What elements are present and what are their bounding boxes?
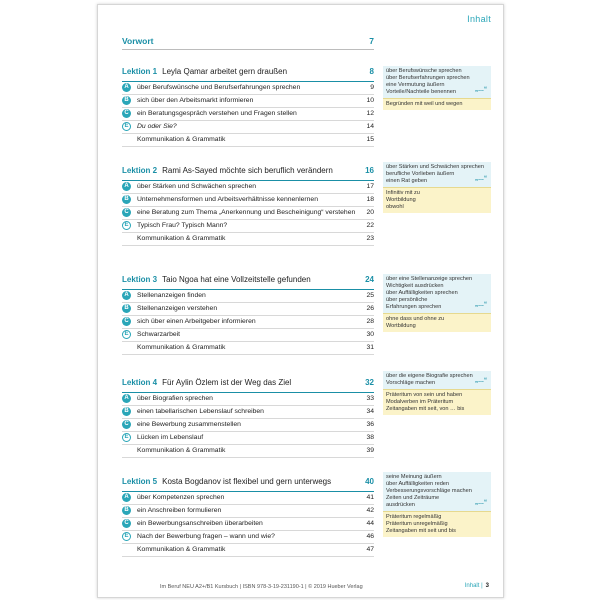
vorwort-label: Vorwort <box>122 36 154 46</box>
toc-row[interactable] <box>122 303 374 316</box>
toc-row-text: Nach der Bewerbung fragen – wann und wie? <box>137 533 275 540</box>
communication-item: über Berufserfahrungen sprechen <box>386 75 470 81</box>
section-badge: C <box>122 420 131 429</box>
toc-row-page: 9 <box>370 84 374 91</box>
section-badge: A <box>122 182 131 191</box>
communication-item: Vorteile/Nachteile benennen <box>386 89 456 95</box>
grammar-box <box>383 389 491 415</box>
lesson-sidebox <box>383 472 491 537</box>
communication-item: über Auffälligkeiten sprechen <box>386 290 458 296</box>
toc-row-text: einen tabellarischen Lebenslauf schreiben <box>137 408 264 415</box>
toc-row[interactable] <box>122 290 374 303</box>
section-badge: A <box>122 493 131 502</box>
toc-row[interactable] <box>122 445 374 458</box>
toc-row-page: 26 <box>366 305 374 312</box>
toc-row-page: 30 <box>366 331 374 338</box>
communication-box <box>383 66 491 98</box>
toc-row-text: ein Beratungsgespräch verstehen und Fragen stellen <box>137 110 297 117</box>
toc-row-text: eine Bewerbung zusammenstellen <box>137 421 241 428</box>
toc-row[interactable] <box>122 181 374 194</box>
communication-item: seine Meinung äußern <box>386 474 442 480</box>
toc-row-text: über Kompetenzen sprechen <box>137 494 225 501</box>
toc-row-page: 17 <box>366 183 374 190</box>
footer-page-label <box>465 583 489 589</box>
toc-row-text: sich über den Arbeitsmarkt informieren <box>137 97 254 104</box>
grammar-item: Wortbildung <box>386 323 416 329</box>
toc-row[interactable] <box>122 419 374 432</box>
toc-row-text: Kommunikation & Grammatik <box>137 235 226 242</box>
lesson-title: Rami As-Sayed möchte sich beruflich verändern <box>162 166 333 175</box>
section-badge: E <box>122 330 131 339</box>
lesson-title: Für Aylin Özlem ist der Weg das Ziel <box>162 378 292 387</box>
toc-row-page: 41 <box>366 494 374 501</box>
communication-item: Verbesserungsvorschläge machen <box>386 488 472 494</box>
toc-row-page: 36 <box>366 421 374 428</box>
toc-row-page: 20 <box>366 209 374 216</box>
section-badge: A <box>122 291 131 300</box>
toc-row-page: 38 <box>366 434 374 441</box>
toc-row[interactable] <box>122 207 374 220</box>
toc-row-text: Lücken im Lebenslauf <box>137 434 204 441</box>
toc-row[interactable] <box>122 342 374 355</box>
communication-item: über Stärken und Schwächen sprechen <box>386 164 484 170</box>
toc-row-text: über Berufswünsche und Berufserfahrungen sprechen <box>137 84 301 91</box>
grammar-item: obwohl <box>386 204 404 210</box>
toc-row-page: 42 <box>366 507 374 514</box>
lesson-heading[interactable] <box>122 67 374 82</box>
toc-row[interactable] <box>122 432 374 445</box>
page-header-title: Inhalt <box>467 14 491 24</box>
communication-item: über Auffälligkeiten reden <box>386 481 450 487</box>
section-badge: E <box>122 122 131 131</box>
quote-icon: „…“ <box>475 176 487 182</box>
toc-row-text: Unternehmensformen und Arbeitsverhältnisse kennenlernen <box>137 196 318 203</box>
lesson-title: Leyla Qamar arbeitet gern draußen <box>162 67 288 76</box>
section-badge: B <box>122 96 131 105</box>
lesson-2 <box>122 166 374 246</box>
communication-box <box>383 162 491 187</box>
section-badge: B <box>122 407 131 416</box>
toc-row-text: ein Anschreiben formulieren <box>137 507 222 514</box>
toc-row-text: Du oder Sie? <box>137 123 177 130</box>
grammar-box <box>383 511 491 537</box>
toc-row-page: 33 <box>366 395 374 402</box>
toc-row-page: 18 <box>366 196 374 203</box>
toc-row-page: 14 <box>366 123 374 130</box>
grammar-item: Zeitangaben mit seit, von … bis <box>386 406 465 412</box>
section-badge: A <box>122 394 131 403</box>
vorwort-page: 7 <box>369 36 374 46</box>
communication-item: Vorschläge machen <box>386 380 436 386</box>
quote-icon: „…“ <box>475 87 487 93</box>
toc-row[interactable] <box>122 134 374 147</box>
communication-item: eine Vermutung äußern <box>386 82 445 88</box>
vorwort-entry[interactable] <box>122 36 374 46</box>
section-badge: C <box>122 109 131 118</box>
toc-row-page: 47 <box>366 546 374 553</box>
toc-row-text: Kommunikation & Grammatik <box>137 136 226 143</box>
section-badge: E <box>122 433 131 442</box>
communication-box <box>383 274 491 313</box>
communication-box <box>383 472 491 511</box>
section-badge: E <box>122 221 131 230</box>
book-page <box>97 4 504 598</box>
lesson-1 <box>122 67 374 147</box>
lesson-3 <box>122 275 374 355</box>
lesson-page: 40 <box>365 477 374 486</box>
lesson-4 <box>122 378 374 458</box>
toc-row-text: über Stärken und Schwächen sprechen <box>137 183 257 190</box>
communication-item: Wichtigkeit ausdrücken <box>386 283 444 289</box>
grammar-item: Präteritum unregelmäßig <box>386 521 448 527</box>
toc-row-text: Kommunikation & Grammatik <box>137 344 226 351</box>
section-badge: B <box>122 304 131 313</box>
section-badge: C <box>122 519 131 528</box>
grammar-item: Wortbildung <box>386 197 416 203</box>
lesson-page: 16 <box>365 166 374 175</box>
toc-row-page: 15 <box>366 136 374 143</box>
footer-page-number: 3 <box>485 583 489 589</box>
quote-icon: „…“ <box>475 302 487 308</box>
lesson-sidebox <box>383 66 491 110</box>
toc-row-page: 44 <box>366 520 374 527</box>
quote-icon: „…“ <box>475 500 487 506</box>
toc-row[interactable] <box>122 544 374 557</box>
toc-row-page: 34 <box>366 408 374 415</box>
grammar-box <box>383 98 491 110</box>
lesson-heading[interactable] <box>122 378 374 393</box>
lesson-number: Lektion 5 <box>122 477 158 486</box>
toc-row[interactable] <box>122 233 374 246</box>
section-badge: E <box>122 532 131 541</box>
grammar-item: Präteritum von sein und haben <box>386 392 463 398</box>
toc-row-page: 46 <box>366 533 374 540</box>
toc-row-page: 12 <box>366 110 374 117</box>
lesson-sidebox <box>383 371 491 415</box>
toc-row-text: eine Beratung zum Thema „Anerkennung und Bescheinigung“ verstehen <box>137 209 356 216</box>
section-badge: A <box>122 83 131 92</box>
lesson-heading[interactable] <box>122 275 374 290</box>
toc-row[interactable] <box>122 329 374 342</box>
communication-item: über persönliche <box>386 297 428 303</box>
toc-row[interactable] <box>122 505 374 518</box>
toc-row-text: Typisch Frau? Typisch Mann? <box>137 222 228 229</box>
lesson-page: 24 <box>365 275 374 284</box>
lesson-sidebox <box>383 274 491 332</box>
toc-row-page: 25 <box>366 292 374 299</box>
toc-row[interactable] <box>122 220 374 233</box>
communication-item: einen Rat geben <box>386 178 428 184</box>
toc-row-page: 39 <box>366 447 374 454</box>
toc-row-text: Schwarzarbeit <box>137 331 181 338</box>
section-badge: C <box>122 317 131 326</box>
footer-section: Inhalt | <box>464 583 483 589</box>
toc-row-text: Kommunikation & Grammatik <box>137 546 226 553</box>
divider <box>122 49 374 50</box>
toc-row[interactable] <box>122 518 374 531</box>
grammar-box <box>383 313 491 332</box>
grammar-item: ohne dass und ohne zu <box>386 316 445 322</box>
communication-item: Erfahrungen sprechen <box>386 304 442 310</box>
toc-row[interactable] <box>122 194 374 207</box>
toc-row-text: über Biografien sprechen <box>137 395 213 402</box>
toc-row[interactable] <box>122 393 374 406</box>
grammar-item: Begründen mit weil und wegen <box>386 101 463 107</box>
toc-row[interactable] <box>122 316 374 329</box>
section-badge: B <box>122 506 131 515</box>
lesson-page: 8 <box>369 67 374 76</box>
quote-icon: „…“ <box>475 378 487 384</box>
communication-item: über eine Stellenanzeige sprechen <box>386 276 473 282</box>
toc-row-page: 10 <box>366 97 374 104</box>
lesson-5 <box>122 477 374 557</box>
communication-item: berufliche Vorlieben äußern <box>386 171 455 177</box>
communication-item: über die eigene Biografie sprechen <box>386 373 473 379</box>
lesson-heading[interactable] <box>122 477 374 492</box>
communication-item: ausdrücken <box>386 502 415 508</box>
toc-row-text: sich über einen Arbeitgeber informieren <box>137 318 256 325</box>
toc-row-page: 31 <box>366 344 374 351</box>
lesson-title: Taio Ngoa hat eine Vollzeitstelle gefunden <box>162 275 311 284</box>
lesson-title: Kosta Bogdanov ist flexibel und gern unterwegs <box>162 477 332 486</box>
toc-row-page: 28 <box>366 318 374 325</box>
toc-row-page: 23 <box>366 235 374 242</box>
lesson-heading[interactable] <box>122 166 374 181</box>
lesson-number: Lektion 2 <box>122 166 158 175</box>
toc-row-page: 22 <box>366 222 374 229</box>
toc-row-text: ein Bewerbungsanschreiben überarbeiten <box>137 520 263 527</box>
toc-row[interactable] <box>122 406 374 419</box>
grammar-item: Präteritum regelmäßig <box>386 514 442 520</box>
lesson-number: Lektion 1 <box>122 67 158 76</box>
toc-row-text: Stellenanzeigen finden <box>137 292 206 299</box>
lesson-page: 32 <box>365 378 374 387</box>
lesson-sidebox <box>383 162 491 213</box>
communication-item: Zeiten und Zeiträume <box>386 495 440 501</box>
section-badge: C <box>122 208 131 217</box>
lesson-number: Lektion 4 <box>122 378 158 387</box>
grammar-item: Modalverben im Präteritum <box>386 399 454 405</box>
communication-box <box>383 371 491 389</box>
lesson-number: Lektion 3 <box>122 275 158 284</box>
section-badge: B <box>122 195 131 204</box>
grammar-box <box>383 187 491 213</box>
toc-row[interactable] <box>122 121 374 134</box>
communication-item: über Berufswünsche sprechen <box>386 68 462 74</box>
grammar-item: Infinitiv mit zu <box>386 190 420 196</box>
toc-row[interactable] <box>122 95 374 108</box>
toc-row-text: Kommunikation & Grammatik <box>137 447 226 454</box>
footer-imprint: Im Beruf NEU A2+/B1 Kursbuch | ISBN 978-3-19-231190-1 | © 2019 Hueber Verlag <box>160 584 363 590</box>
toc-row[interactable] <box>122 82 374 95</box>
grammar-item: Zeitangaben mit seit und bis <box>386 528 456 534</box>
toc-row[interactable] <box>122 108 374 121</box>
toc-row[interactable] <box>122 531 374 544</box>
toc-row[interactable] <box>122 492 374 505</box>
toc-row-text: Stellenanzeigen verstehen <box>137 305 218 312</box>
